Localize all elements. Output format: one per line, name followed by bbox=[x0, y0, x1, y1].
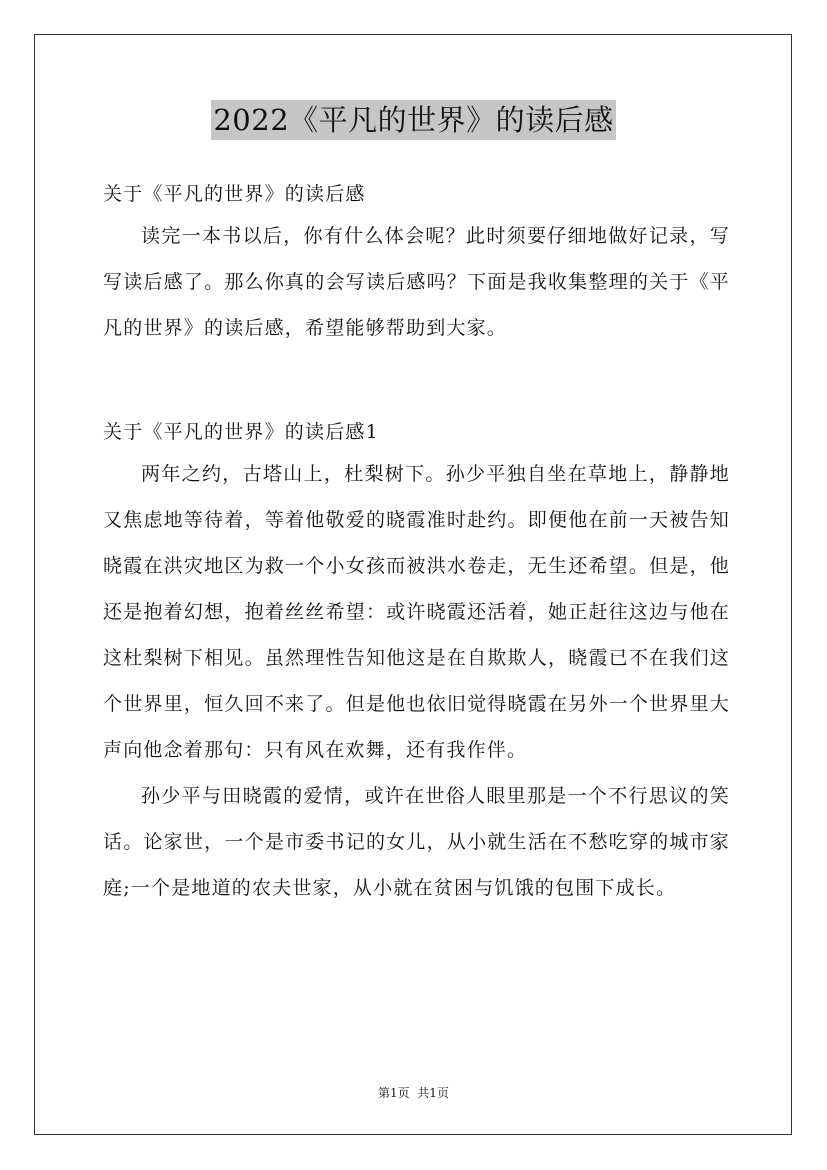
document-title: 2022《平凡的世界》的读后感 bbox=[211, 100, 615, 140]
title-container bbox=[0, 100, 827, 140]
body-paragraph: 孙少平与田晓霞的爱情，或许在世俗人眼里那是一个不行思议的笑话。论家世，一个是市委书记的女儿，从小就生活在不愁吃穿的城市家庭;一个是地道的农夫世家，从小就在贫困与饥饿的包围下成长。 bbox=[103, 785, 730, 899]
page-footer: 第1页 共1页 bbox=[378, 1086, 449, 1100]
section-heading: 关于《平凡的世界》的读后感1 bbox=[103, 421, 379, 443]
document-body bbox=[103, 175, 730, 911]
intro-paragraph: 读完一本书以后，你有什么体会呢？此时须要仔细地做好记录，写写读后感了。那么你真的会写读后感吗？下面是我收集整理的关于《平凡的世界》的读后感，希望能够帮助到大家。 bbox=[103, 225, 730, 339]
body-paragraph: 两年之约，古塔山上，杜梨树下。孙少平独自坐在草地上，静静地又焦虑地等待着，等着他敬爱的晓霞准时赴约。即便他在前一天被告知晓霞在洪灾地区为救一个小女孩而被洪水卷走，无生还希望。但是，他还是抱着幻想，抱着丝丝希望：或许晓霞还活着，她正赶往这边与他在这杜梨树下相见。虽然理性告知他这是在自欺欺人，晓霞已不在我们这个世界里，恒久回不来了。但是他也依旧觉得晓霞在另外一个世界里大声向他念着那句：只有风在欢舞，还有我作伴。 bbox=[103, 463, 730, 761]
subtitle-heading: 关于《平凡的世界》的读后感 bbox=[103, 183, 366, 205]
